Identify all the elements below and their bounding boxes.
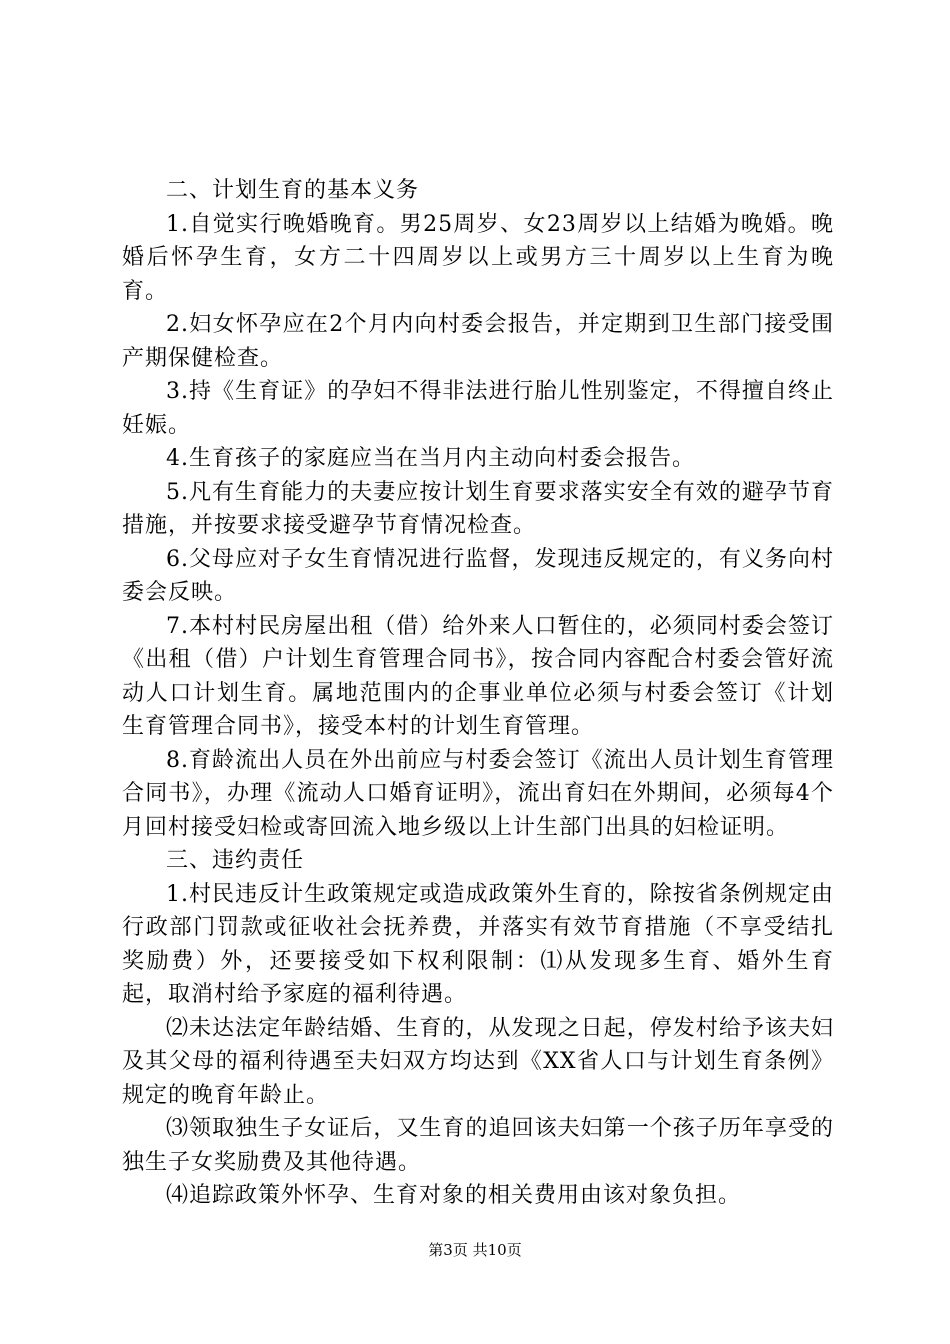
paragraph-liability-4: ⑷追踪政策外怀孕、生育对象的相关费用由该对象负担。	[166, 1183, 742, 1208]
page-number-footer: 第3页 共10页	[428, 1241, 522, 1259]
paragraph-liability-2: ⑵未达法定年龄结婚、生育的，从发现之日起，停发村给予该夫妇及其父母的福利待遇至夫妇双方均达到《XX省人口与计划生育条例》规定的晚育年龄止。	[122, 1015, 834, 1108]
paragraph-liability-3: ⑶领取独生子女证后，又生育的追回该夫妇第一个孩子历年享受的独生子女奖励费及其他待遇。	[122, 1116, 834, 1175]
paragraph-item-1: 1.自觉实行晚婚晚育。男25周岁、女23周岁以上结婚为晚婚。晚婚后怀孕生育，女方二十四周岁以上或男方三十周岁以上生育为晚育。	[122, 211, 834, 304]
section-heading-liability: 三、违约责任	[166, 848, 305, 873]
paragraph-item-3: 3.持《生育证》的孕妇不得非法进行胎儿性别鉴定，不得擅自终止妊娠。	[122, 379, 834, 438]
section-heading-obligations: 二、计划生育的基本义务	[166, 178, 420, 203]
paragraph-item-6: 6.父母应对子女生育情况进行监督，发现违反规定的，有义务向村委会反映。	[122, 546, 834, 605]
paragraph-item-7: 7.本村村民房屋出租（借）给外来人口暂住的，必须同村委会签订《出租（借）户计划生育管理合同书》，按合同内容配合村委会管好流动人口计划生育。属地范围内的企事业单位必须与村委会签订《计划生育管理合同书》，接受本村的计划生育管理。	[122, 613, 834, 739]
paragraph-liability-1: 1.村民违反计生政策规定或造成政策外生育的，除按省条例规定由行政部门罚款或征收社会抚养费，并落实有效节育措施（不享受结扎奖励费）外，还要接受如下权利限制：⑴从发现多生育、婚外生育起，取消村给予家庭的福利待遇。	[122, 881, 834, 1007]
document-body	[122, 174, 834, 1213]
paragraph-item-2: 2.妇女怀孕应在2个月内向村委会报告，并定期到卫生部门接受围产期保健检查。	[122, 312, 834, 371]
paragraph-item-4: 4.生育孩子的家庭应当在当月内主动向村委会报告。	[166, 446, 695, 471]
paragraph-item-8: 8.育龄流出人员在外出前应与村委会签订《流出人员计划生育管理合同书》，办理《流动人口婚育证明》，流出育妇在外期间，必须每4个月回村接受妇检或寄回流入地乡级以上计生部门出具的妇检证明。	[122, 747, 834, 840]
paragraph-item-5: 5.凡有生育能力的夫妻应按计划生育要求落实安全有效的避孕节育措施，并按要求接受避孕节育情况检查。	[122, 479, 834, 538]
